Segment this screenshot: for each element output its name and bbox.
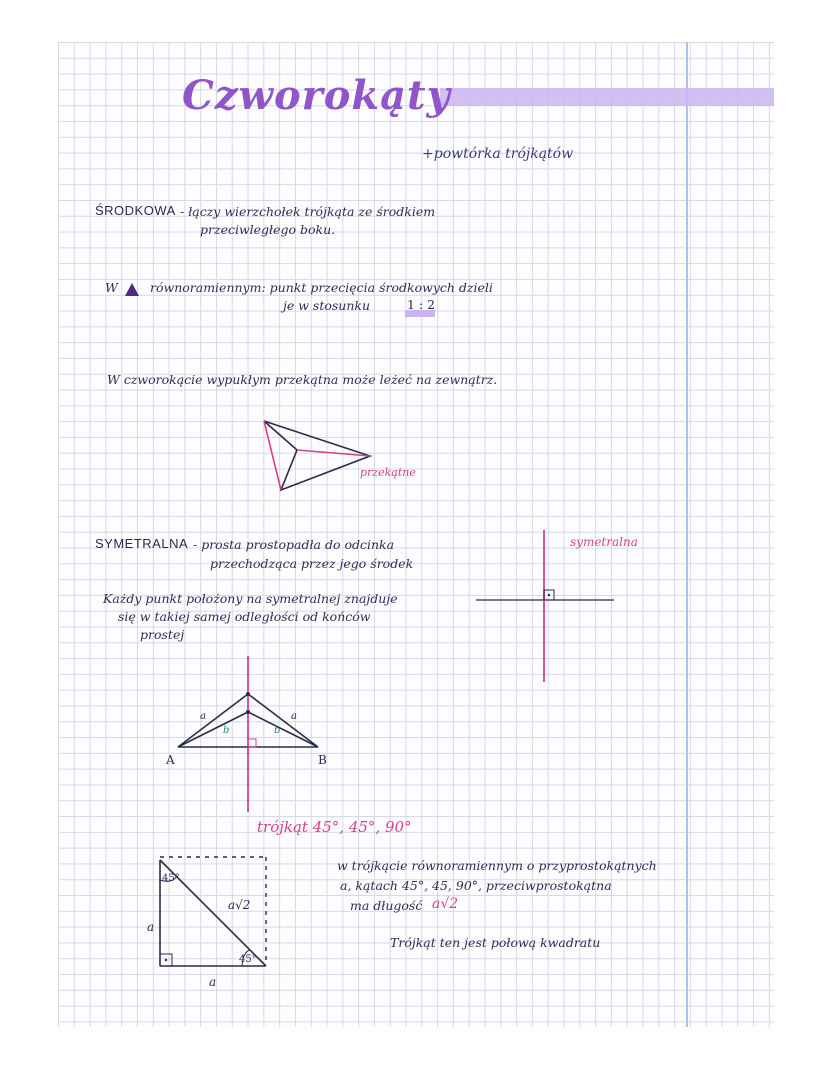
label-przekatne: przekątne [360, 466, 416, 479]
label-side-a-right: a [291, 711, 297, 722]
symetralna-definition-line2: przechodząca przez jego środek [210, 556, 414, 571]
label-leg-left: a [147, 920, 155, 934]
rownoramienny-line2: je w stosunku [283, 298, 371, 313]
srodkowa-definition-line2: przeciwległego boku. [200, 222, 336, 237]
term-symetralna: SYMETRALNA [95, 536, 189, 551]
hypotenuse-value: a√2 [432, 896, 459, 912]
triangle-desc-line2: a, kątach 45°, 45, 90°, przeciwprostokątna [340, 878, 612, 893]
symetralna-definition-line1: - prosta prostopadła do odcinka [193, 537, 395, 552]
rownoramienny-prefix: W [105, 280, 118, 295]
triangle-desc-line3: ma długość [350, 898, 423, 913]
label-vertex-b: B [318, 753, 327, 767]
triangle-heading: trójkąt 45°, 45°, 90° [257, 818, 412, 836]
subtitle: +powtórka trójkątów [422, 146, 574, 162]
rownoramienny-line1: równoramiennym: punkt przecięcia środkowych dzieli [150, 280, 493, 295]
label-hypotenuse: a√2 [228, 898, 251, 912]
label-symetralna: symetralna [570, 535, 638, 549]
label-leg-bottom: a [209, 975, 217, 989]
label-side-a-left: a [200, 711, 206, 722]
kazdy-punkt-line3: prostej [140, 627, 185, 642]
label-side-b-right: b [274, 725, 281, 736]
label-angle-right: 45° [239, 954, 257, 965]
label-vertex-a: A [166, 753, 175, 767]
page-title: Czworokąty [182, 72, 451, 119]
kazdy-punkt-line1: Każdy punkt położony na symetralnej znajduje [103, 591, 398, 606]
srodkowa-definition-line1: - łączy wierzchołek trójkąta ze środkiem [180, 204, 436, 219]
triangle-desc-line1: w trójkącie równoramiennym o przyprostokątnych [337, 858, 657, 873]
triangle-note: Trójkąt ten jest połową kwadratu [390, 935, 601, 950]
kazdy-punkt-line2: się w takiej samej odległości od końców [118, 609, 371, 624]
label-side-b-left: b [223, 725, 230, 736]
term-srodkowa: ŚRODKOWA [95, 203, 176, 218]
wypukly-note: W czworokącie wypukłym przekątna może leżeć na zewnątrz. [107, 372, 498, 387]
label-angle-top: 45° [162, 873, 180, 884]
ratio-value: 1 : 2 [407, 297, 436, 312]
